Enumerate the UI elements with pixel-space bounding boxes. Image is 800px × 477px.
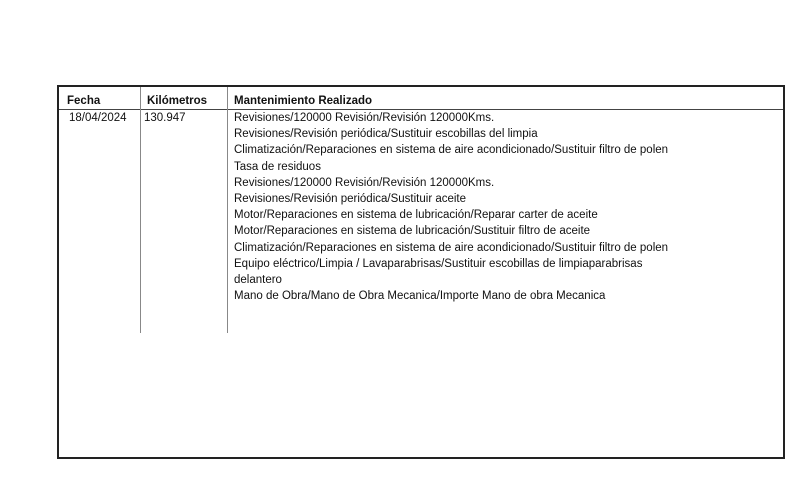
maintenance-table bbox=[57, 85, 785, 459]
list-item: Revisiones/Revisión periódica/Sustituir escobillas del limpia bbox=[234, 128, 538, 141]
header-kilometros: Kilómetros bbox=[147, 95, 208, 107]
column-divider bbox=[140, 87, 141, 333]
row-fecha: 18/04/2024 bbox=[69, 112, 127, 124]
header-mantenimiento: Mantenimiento Realizado bbox=[234, 95, 373, 107]
header-fecha: Fecha bbox=[67, 95, 101, 107]
row-km: 130.947 bbox=[144, 112, 186, 124]
list-item: Mano de Obra/Mano de Obra Mecanica/Importe Mano de obra Mecanica bbox=[234, 290, 606, 303]
list-item: Revisiones/120000 Revisión/Revisión 120000Kms. bbox=[234, 176, 495, 189]
list-item: Motor/Reparaciones en sistema de lubricación/Reparar carter de aceite bbox=[234, 209, 598, 222]
column-divider bbox=[227, 87, 228, 333]
list-item: Revisiones/120000 Revisión/Revisión 120000Kms. bbox=[234, 112, 495, 124]
list-item: Tasa de residuos bbox=[234, 160, 321, 173]
list-item: Climatización/Reparaciones en sistema de aire acondicionado/Sustituir filtro de polen bbox=[234, 241, 669, 254]
maintenance-items bbox=[234, 110, 674, 304]
list-item: Equipo eléctrico/Limpia / Lavaparabrisas/Sustituir escobillas de limpiaparabrisas delantero bbox=[234, 257, 643, 287]
list-item: Motor/Reparaciones en sistema de lubricación/Sustituir filtro de aceite bbox=[234, 225, 591, 238]
list-item: Climatización/Reparaciones en sistema de aire acondicionado/Sustituir filtro de polen bbox=[234, 144, 669, 157]
list-item: Revisiones/Revisión periódica/Sustituir aceite bbox=[234, 193, 467, 206]
